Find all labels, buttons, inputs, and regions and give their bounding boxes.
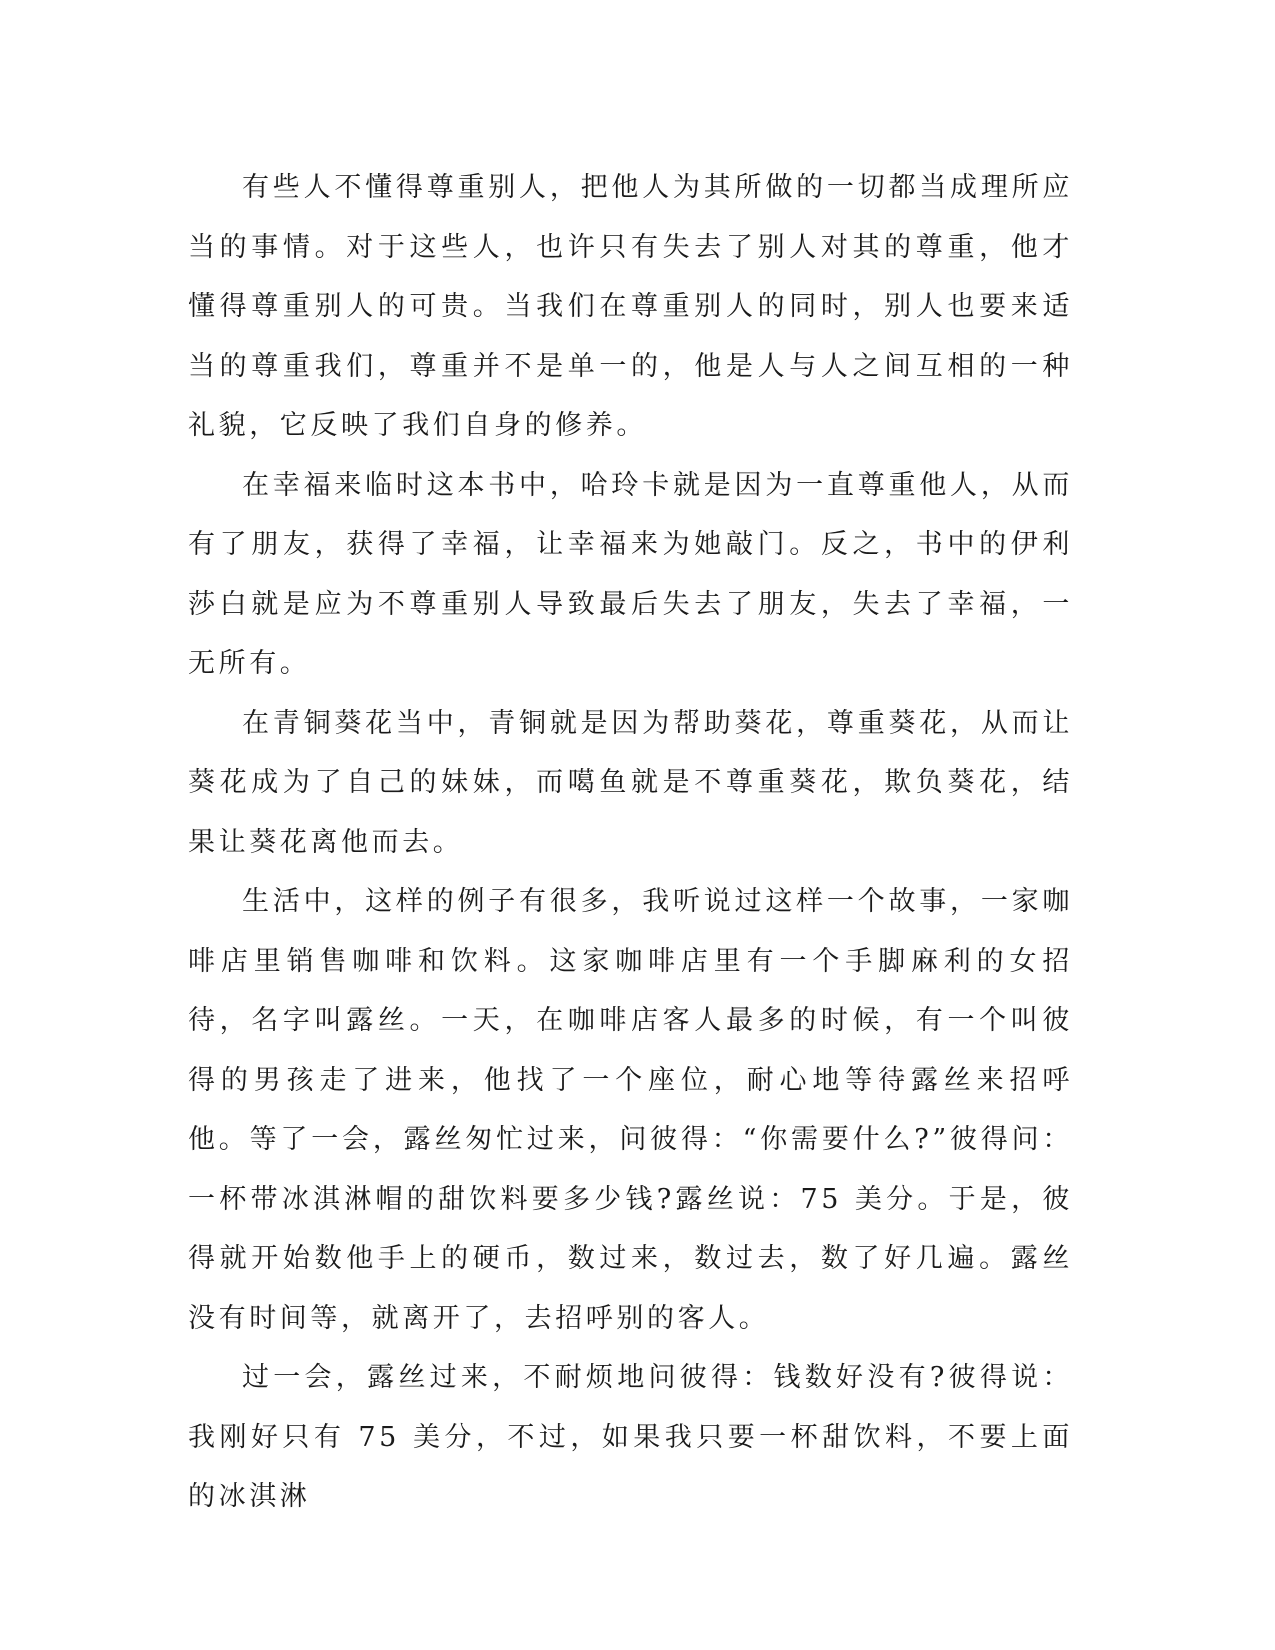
paragraph-1: 有些人不懂得尊重别人，把他人为其所做的一切都当成理所应当的事情。对于这些人，也许只有失去了别人对其的尊重，他才懂得尊重别人的可贵。当我们在尊重别人的同时，别人也要来适当的尊重我们，尊重并不是单一的，他是人与人之间互相的一种礼貌，它反映了我们自身的修养。 bbox=[188, 172, 1073, 441]
paragraph-2: 在幸福来临时这本书中，哈玲卡就是因为一直尊重他人，从而有了朋友，获得了幸福，让幸福来为她敲门。反之，书中的伊利莎白就是应为不尊重别人导致最后失去了朋友，失去了幸福，一无所有。 bbox=[188, 469, 1073, 679]
paragraph-4: 生活中，这样的例子有很多，我听说过这样一个故事，一家咖啡店里销售咖啡和饮料。这家咖啡店里有一个手脚麻利的女招待，名字叫露丝。一天，在咖啡店客人最多的时候，有一个叫彼得的男孩走了进来，他找了一个座位，耐心地等待露丝来招呼他。等了一会，露丝匆忙过来，问彼得：“你需要什么?”彼得问：一杯带冰淇淋帽的甜饮料要多少钱?露丝说：75 美分。于是，彼得就开始数他手上的硬币，数过来，数过去，数了好几遍。露丝没有时间等，就离开了，去招呼别的客人。 bbox=[188, 886, 1073, 1334]
paragraph-5: 过一会，露丝过来，不耐烦地问彼得：钱数好没有?彼得说：我刚好只有 75 美分，不过，如果我只要一杯甜饮料，不要上面的冰淇淋 bbox=[188, 1362, 1073, 1512]
article-body bbox=[188, 158, 1073, 1527]
paragraph-3: 在青铜葵花当中，青铜就是因为帮助葵花，尊重葵花，从而让葵花成为了自己的妹妹，而噶鱼就是不尊重葵花，欺负葵花，结果让葵花离他而去。 bbox=[188, 707, 1073, 858]
